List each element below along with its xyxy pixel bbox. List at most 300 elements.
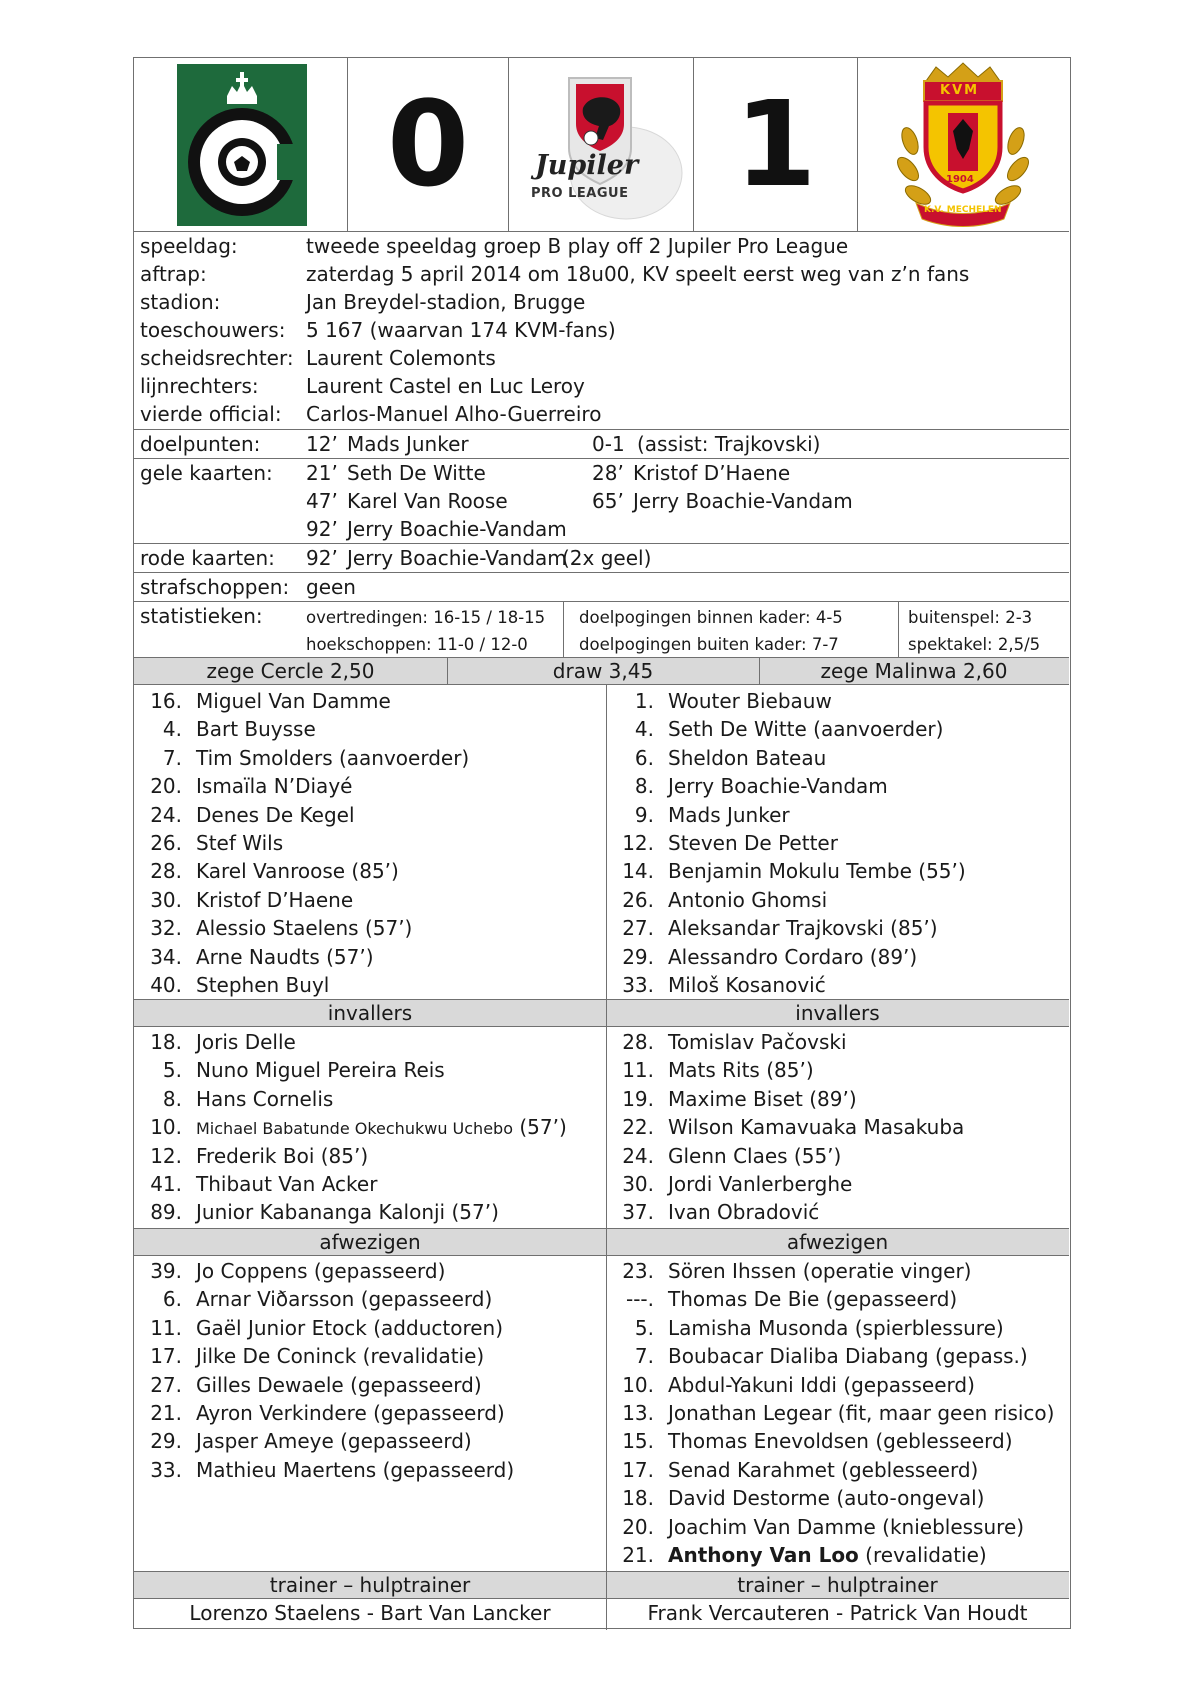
player-name: [196, 1456, 514, 1484]
player-name: [196, 1113, 567, 1143]
shirt-number: 5.: [162, 1058, 182, 1083]
player-name-text: Mads Junker: [668, 802, 790, 827]
player-name-text: Alessio Staelens (57’): [196, 916, 413, 941]
shirt-number: 33.: [150, 1457, 182, 1482]
shirt-number: 28.: [150, 859, 182, 884]
player-name-text: Steven De Petter: [668, 830, 838, 855]
player-row: [606, 715, 1069, 743]
player-row: [606, 687, 1069, 715]
shirt-number: 6.: [162, 1287, 182, 1312]
player-row: [606, 1513, 1069, 1541]
player-name-text: Sören Ihssen (operatie vinger): [668, 1259, 972, 1283]
player-name: [668, 1427, 1013, 1455]
league-logo-line2: PRO LEAGUE: [531, 186, 629, 201]
shirt-number: 20.: [622, 1514, 654, 1539]
aftrap-value: zaterdag 5 april 2014 om 18u00, KV speelt eerst weg van z’n fans: [306, 262, 970, 286]
player-name-text: Denes De Kegel: [196, 802, 355, 827]
shirt-number: 33.: [622, 972, 654, 997]
shirt-number: 21.: [622, 1542, 654, 1567]
player-name: [196, 1056, 445, 1084]
shirt-number: 19.: [622, 1086, 654, 1111]
player-name-text: Joris Delle: [196, 1030, 296, 1054]
player-name: [196, 886, 353, 914]
statistieken-label: statistieken:: [140, 604, 263, 628]
shirt-number: 34.: [150, 944, 182, 969]
player-name-text: Antonio Ghomsi: [668, 887, 828, 912]
player-name: [196, 1170, 377, 1198]
stat-buitenspel: buitenspel: 2-3: [908, 608, 1033, 627]
vierde-official-value: Carlos-Manuel Alho-Guerreiro: [306, 402, 602, 426]
shirt-number: 12.: [622, 830, 654, 855]
player-row: [606, 857, 1069, 885]
player-name: [668, 801, 790, 829]
player-name: [196, 801, 355, 829]
player-name: [668, 1541, 987, 1569]
player-name-text: Miguel Van Damme: [196, 689, 391, 713]
player-name-text: Wouter Biebauw: [668, 689, 832, 713]
player-row: [606, 1285, 1069, 1313]
player-row: [134, 971, 604, 999]
toeschouwers-label: toeschouwers:: [140, 318, 286, 342]
shirt-number: 9.: [634, 802, 654, 827]
player-name: [196, 1314, 503, 1342]
player-row: [134, 1028, 604, 1056]
shirt-number: 40.: [150, 972, 182, 997]
toeschouwers-value: 5 167 (waarvan 174 KVM-fans): [306, 318, 616, 342]
away-trainer-label: trainer – hulptrainer: [737, 1573, 938, 1597]
shirt-number: 89.: [150, 1200, 182, 1225]
goal-scorer: Mads Junker: [347, 432, 469, 456]
player-name: [196, 1257, 445, 1285]
player-name: [196, 1399, 505, 1427]
player-name-text: Boubacar Dialiba Diabang (gepass.): [668, 1344, 1028, 1369]
player-name-text: Gaël Junior Etock (adductoren): [196, 1315, 504, 1340]
shirt-number: 26.: [622, 887, 654, 912]
player-name: [196, 1085, 333, 1113]
player-name: [668, 1257, 971, 1285]
player-name: [668, 914, 938, 942]
player-row: [606, 1198, 1069, 1226]
player-name: [668, 829, 838, 857]
player-row: [134, 1314, 604, 1342]
shirt-number: 7.: [162, 745, 182, 770]
player-name: [668, 1513, 1024, 1541]
player-row: [606, 943, 1069, 971]
player-name-text: Mathieu Maertens (gepasseerd): [196, 1457, 515, 1482]
strafschoppen-value: geen: [306, 575, 356, 599]
player-name: [668, 1456, 978, 1484]
player-name: [196, 744, 469, 772]
shirt-number: 18.: [622, 1486, 654, 1511]
player-name: [668, 1314, 1004, 1342]
player-name-text: Frederik Boi (85’): [196, 1143, 369, 1168]
player-row: [134, 687, 604, 715]
player-name: [668, 1028, 847, 1056]
player-row: [134, 715, 604, 743]
player-name: [196, 829, 283, 857]
player-name-text: Gilles Dewaele (gepasseerd): [196, 1372, 482, 1397]
player-name-text: Aleksandar Trajkovski (85’): [668, 916, 938, 941]
shirt-number: 17.: [622, 1457, 654, 1482]
shirt-number: 10.: [150, 1115, 182, 1140]
player-row: [134, 886, 604, 914]
player-row: [134, 1399, 604, 1427]
player-name: [668, 1484, 984, 1512]
player-row: [606, 1170, 1069, 1198]
player-name: [196, 1371, 482, 1399]
shirt-number: 24.: [622, 1143, 654, 1168]
shirt-number: 41.: [150, 1171, 182, 1196]
shirt-number: 12.: [150, 1143, 182, 1168]
player-row: [134, 801, 604, 829]
player-row: [134, 1085, 604, 1113]
player-name: [668, 886, 827, 914]
trainer-bar: [134, 1571, 1069, 1599]
player-name-text: Arne Naudts (57’): [196, 944, 374, 969]
player-name-text: Sheldon Bateau: [668, 745, 827, 770]
player-row: [606, 1456, 1069, 1484]
doelpunten-label: doelpunten:: [140, 432, 261, 456]
league-logo-cell: [509, 58, 694, 231]
player-row: [134, 1198, 604, 1226]
away-logo-top-text: KVM: [940, 83, 980, 98]
player-name-text: Seth De Witte (aanvoerder): [668, 717, 944, 742]
player-row: [134, 1142, 604, 1170]
scheidsrechter-label: scheidsrechter:: [140, 346, 294, 370]
player-name-text: Stef Wils: [196, 830, 284, 855]
player-row: [134, 1285, 604, 1313]
away-logo-ribbon: K.V. MECHELEN: [924, 205, 1002, 215]
shirt-number: 4.: [162, 717, 182, 742]
player-name-text: Bart Buysse: [196, 717, 316, 742]
stat-overtredingen: overtredingen: 16-15 / 18-15: [306, 608, 546, 627]
player-name: [196, 715, 316, 743]
divider: [898, 601, 899, 657]
player-name-text: Tim Smolders (aanvoerder): [196, 745, 470, 770]
player-name-text: Lamisha Musonda (spierblessure): [668, 1315, 1004, 1340]
stat-buiten-kader: doelpogingen buiten kader: 7-7: [579, 635, 839, 654]
player-name-text: Arnar Viðarsson (gepasseerd): [196, 1287, 493, 1312]
player-row: [134, 1456, 604, 1484]
player-name-text: Jilke De Coninck (revalidatie): [196, 1344, 485, 1369]
player-name-text: Jo Coppens (gepasseerd): [196, 1259, 446, 1283]
stadion-label: stadion:: [140, 290, 221, 314]
yellow-card-minute: 65’: [592, 489, 624, 513]
shirt-number: 13.: [622, 1400, 654, 1425]
player-name-text: Jordi Vanlerberghe: [668, 1171, 853, 1196]
player-name-text: Jonathan Legear (fit, maar geen risico): [668, 1400, 1055, 1425]
player-name: [668, 1142, 841, 1170]
away-score: 1: [694, 58, 858, 231]
shirt-number: 27.: [622, 916, 654, 941]
stat-hoekschoppen: hoekschoppen: 11-0 / 12-0: [306, 635, 528, 654]
divider: [563, 601, 564, 657]
player-row: [606, 801, 1069, 829]
yellow-card-minute: 47’: [306, 489, 338, 513]
player-name-text: Abdul-Yakuni Iddi (gepasseerd): [668, 1372, 975, 1397]
away-lineup: [606, 687, 1069, 999]
player-name: [668, 1113, 964, 1141]
shirt-number: 17.: [150, 1344, 182, 1369]
player-name: [196, 971, 329, 999]
player-name: [668, 1198, 819, 1226]
player-row: [134, 1427, 604, 1455]
home-logo-cell: [134, 58, 348, 231]
afwezigen-bar: [134, 1228, 1069, 1256]
lijnrechters-value: Laurent Castel en Luc Leroy: [306, 374, 585, 398]
score-header: [134, 58, 1069, 232]
player-row: [606, 1314, 1069, 1342]
shirt-number: 23.: [622, 1259, 654, 1283]
player-name: [196, 943, 374, 971]
player-row: [606, 1257, 1069, 1285]
player-row: [606, 1028, 1069, 1056]
away-absent: [606, 1257, 1069, 1569]
stadion-value: Jan Breydel-stadion, Brugge: [306, 290, 586, 314]
player-row: [134, 943, 604, 971]
shirt-number: 6.: [634, 745, 654, 770]
player-row: [606, 971, 1069, 999]
player-name: [196, 1028, 296, 1056]
divider: [134, 601, 1069, 602]
shirt-number: 22.: [622, 1115, 654, 1140]
player-name: [196, 1142, 368, 1170]
player-row: [134, 772, 604, 800]
shirt-number: 1.: [634, 689, 654, 713]
player-row: [134, 744, 604, 772]
player-name-text: Junior Kabananga Kalonji (57’): [196, 1200, 499, 1225]
player-row: [606, 1142, 1069, 1170]
away-trainers: Frank Vercauteren - Patrick Van Houdt: [647, 1601, 1028, 1625]
aftrap-label: aftrap:: [140, 262, 207, 286]
shirt-number: 7.: [634, 1344, 654, 1369]
player-row: [606, 1427, 1069, 1455]
lijnrechters-label: lijnrechters:: [140, 374, 259, 398]
player-name: [196, 857, 399, 885]
home-subs: [134, 1028, 604, 1227]
goal-minute: 12’: [306, 432, 338, 456]
player-row: [606, 829, 1069, 857]
player-name-text: Kristof D’Haene: [196, 887, 354, 912]
player-name-text: Joachim Van Damme (knieblessure): [668, 1514, 1025, 1539]
odds-draw: draw 3,45: [552, 659, 654, 683]
away-logo-year: 1904: [946, 174, 974, 185]
player-name: [196, 914, 412, 942]
scheidsrechter-value: Laurent Colemonts: [306, 346, 496, 370]
home-afwezigen-label: afwezigen: [319, 1230, 421, 1254]
player-name: [668, 1399, 1054, 1427]
player-row: [606, 1085, 1069, 1113]
player-name: [668, 857, 966, 885]
shirt-number: 16.: [150, 689, 182, 713]
player-row: [134, 829, 604, 857]
player-row: [606, 1541, 1069, 1569]
player-name: [668, 1371, 975, 1399]
odds-home: zege Cercle 2,50: [206, 659, 375, 683]
player-name-text: Mats Rits (85’): [668, 1058, 814, 1083]
player-row: [606, 886, 1069, 914]
yellow-card-minute: 92’: [306, 517, 338, 541]
player-name-text: Jerry Boachie-Vandam: [668, 774, 888, 799]
player-row: [606, 1371, 1069, 1399]
player-name: [196, 1285, 492, 1313]
speeldag-label: speeldag:: [140, 234, 238, 258]
shirt-number: 21.: [150, 1400, 182, 1425]
yellow-card-player: Karel Van Roose: [347, 489, 508, 513]
yellow-card-player: Jerry Boachie-Vandam: [633, 489, 853, 513]
rode-kaarten-label: rode kaarten:: [140, 546, 275, 570]
player-row: [606, 744, 1069, 772]
player-name-text: Miloš Kosanović: [668, 972, 826, 997]
shirt-number: 11.: [622, 1058, 654, 1083]
shirt-number: 10.: [622, 1372, 654, 1397]
player-note: (57’): [519, 1115, 567, 1140]
player-name: [668, 1285, 957, 1313]
player-name-text: Ivan Obradović: [668, 1200, 820, 1225]
shirt-number: 37.: [622, 1200, 654, 1225]
player-row: [606, 1113, 1069, 1141]
player-name-text: Thomas Enevoldsen (geblesseerd): [668, 1429, 1013, 1454]
shirt-number: 30.: [150, 887, 182, 912]
player-name-text: Michael Babatunde Okechukwu Uchebo: [196, 1119, 513, 1139]
player-name-text: Thibaut Van Acker: [196, 1171, 378, 1196]
away-subs: [606, 1028, 1069, 1227]
shirt-number: 4.: [634, 717, 654, 742]
player-name-text: Stephen Buyl: [196, 972, 330, 997]
stat-spektakel: spektakel: 2,5/5: [908, 635, 1041, 654]
home-score: 0: [348, 58, 509, 231]
player-note: (revalidatie): [865, 1542, 987, 1567]
yellow-card-minute: 28’: [592, 461, 624, 485]
away-logo-cell: [858, 58, 1069, 231]
home-trainer-label: trainer – hulptrainer: [269, 1573, 471, 1597]
shirt-number: 30.: [622, 1171, 654, 1196]
player-name: [196, 772, 352, 800]
player-row: [134, 1371, 604, 1399]
player-row: [606, 914, 1069, 942]
shirt-number: ---.: [625, 1287, 654, 1312]
match-report-sheet: [133, 57, 1071, 1629]
player-row: [134, 1056, 604, 1084]
player-name: [196, 1198, 499, 1226]
player-name: [668, 971, 826, 999]
player-name-text: Anthony Van Loo: [668, 1542, 859, 1567]
vierde-official-label: vierde official:: [140, 402, 282, 426]
yellow-card-minute: 21’: [306, 461, 338, 485]
strafschoppen-label: strafschoppen:: [140, 575, 290, 599]
player-name: [668, 744, 826, 772]
shirt-number: 15.: [622, 1429, 654, 1454]
shirt-number: 8.: [634, 774, 654, 799]
shirt-number: 8.: [162, 1086, 182, 1111]
player-name-text: Wilson Kamavuaka Masakuba: [668, 1115, 965, 1140]
player-name: [668, 1170, 852, 1198]
player-row: [606, 772, 1069, 800]
player-name-text: Thomas De Bie (gepasseerd): [668, 1287, 958, 1312]
shirt-number: 26.: [150, 830, 182, 855]
red-card-note: (2x geel): [562, 546, 652, 570]
cercle-brugge-crest-icon: [177, 64, 307, 226]
player-name: [668, 943, 917, 971]
player-row: [606, 1342, 1069, 1370]
player-name: [668, 1342, 1028, 1370]
home-trainers: Lorenzo Staelens - Bart Van Lancker: [189, 1601, 551, 1625]
player-row: [134, 1257, 604, 1285]
player-name: [668, 715, 943, 743]
player-name-text: Nuno Miguel Pereira Reis: [196, 1058, 445, 1083]
goal-assist: (assist: Trajkovski): [637, 432, 821, 456]
player-name: [668, 687, 832, 715]
shirt-number: 11.: [150, 1315, 182, 1340]
goal-score: 0-1: [592, 432, 625, 456]
shirt-number: 5.: [634, 1315, 654, 1340]
player-name: [196, 687, 391, 715]
yellow-card-player: Kristof D’Haene: [633, 461, 791, 485]
player-row: [134, 857, 604, 885]
player-name-text: Hans Cornelis: [196, 1086, 334, 1111]
yellow-card-player: Jerry Boachie-Vandam: [347, 517, 567, 541]
speeldag-value: tweede speeldag groep B play off 2 Jupiler Pro League: [306, 234, 849, 258]
player-name: [668, 1056, 814, 1084]
player-name-text: Karel Vanroose (85’): [196, 859, 399, 884]
player-name-text: David Destorme (auto-ongeval): [668, 1486, 985, 1511]
player-row: [134, 1342, 604, 1370]
player-name: [668, 1085, 857, 1113]
red-card-player: Jerry Boachie-Vandam: [347, 546, 567, 570]
shirt-number: 18.: [150, 1030, 182, 1054]
player-name-text: Jasper Ameye (gepasseerd): [196, 1429, 472, 1454]
player-name: [668, 772, 888, 800]
odds-away: zege Malinwa 2,60: [820, 659, 1008, 683]
odds-bar: [134, 657, 1069, 685]
player-row: [606, 1484, 1069, 1512]
shirt-number: 29.: [622, 944, 654, 969]
player-name-text: Tomislav Pačovski: [668, 1030, 847, 1054]
player-row: [606, 1399, 1069, 1427]
home-lineup: [134, 687, 604, 999]
league-logo-line1: Jupiler: [535, 150, 639, 181]
gele-kaarten-label: gele kaarten:: [140, 461, 273, 485]
shirt-number: 29.: [150, 1429, 182, 1454]
away-afwezigen-label: afwezigen: [786, 1230, 889, 1254]
shirt-number: 28.: [622, 1030, 654, 1054]
player-row: [134, 914, 604, 942]
home-absent: [134, 1257, 604, 1484]
player-name-text: Ayron Verkindere (gepasseerd): [196, 1400, 505, 1425]
yellow-card-player: Seth De Witte: [347, 461, 486, 485]
invallers-bar: [134, 999, 1069, 1027]
player-name-text: Benjamin Mokulu Tembe (55’): [668, 859, 966, 884]
stat-binnen-kader: doelpogingen binnen kader: 4-5: [579, 608, 843, 627]
away-invallers-label: invallers: [795, 1001, 880, 1025]
home-invallers-label: invallers: [327, 1001, 413, 1025]
player-name-text: Ismaïla N’Diayé: [196, 774, 353, 799]
player-name-text: Maxime Biset (89’): [668, 1086, 857, 1111]
shirt-number: 24.: [150, 802, 182, 827]
player-name: [196, 1342, 484, 1370]
player-row: [606, 1056, 1069, 1084]
shirt-number: 27.: [150, 1372, 182, 1397]
shirt-number: 39.: [150, 1259, 182, 1283]
shirt-number: 20.: [150, 774, 182, 799]
player-name: [196, 1427, 472, 1455]
player-row: [134, 1113, 604, 1141]
shirt-number: 32.: [150, 916, 182, 941]
red-card-minute: 92’: [306, 546, 338, 570]
shirt-number: 14.: [622, 859, 654, 884]
player-name-text: Alessandro Cordaro (89’): [668, 944, 918, 969]
player-name-text: Glenn Claes (55’): [668, 1143, 842, 1168]
